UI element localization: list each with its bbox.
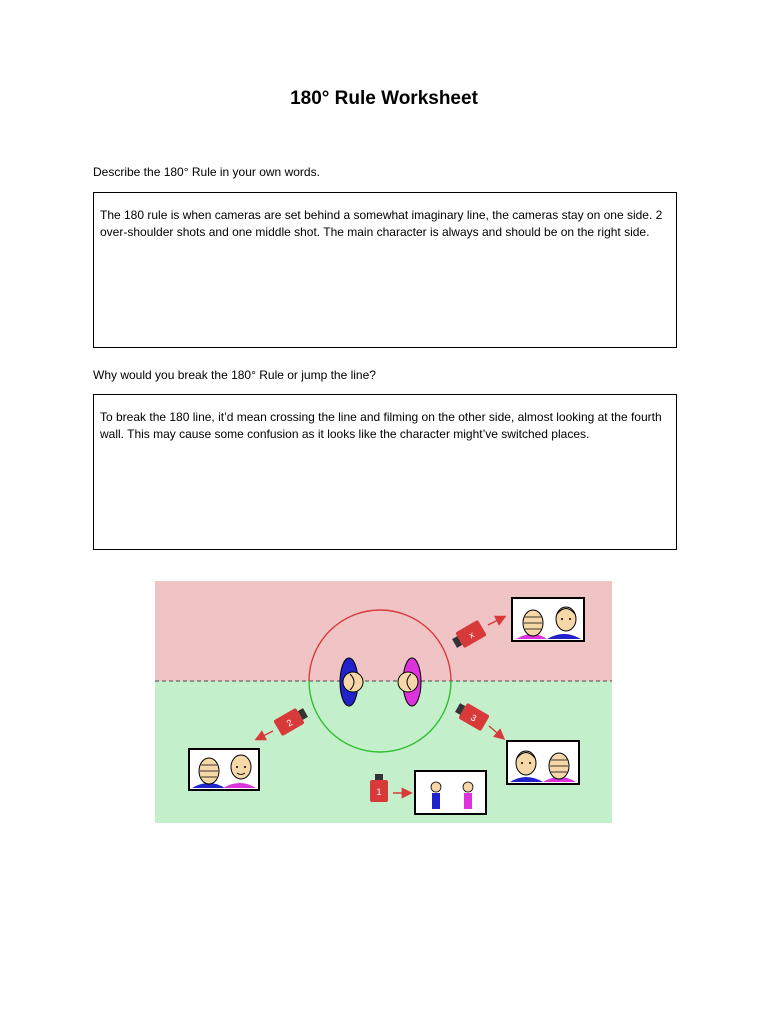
question-1: Describe the 180° Rule in your own words. bbox=[93, 165, 320, 179]
page-title: 180° Rule Worksheet bbox=[290, 88, 478, 109]
frame-3 bbox=[507, 741, 579, 784]
answer-box-2[interactable]: To break the 180 line, it’d mean crossing the line and filming on the other side, almost looking at the fourth wall. This may cause some confusion as it looks like the character might’ve switched places. bbox=[93, 394, 677, 550]
camera-1-label: 1 bbox=[376, 787, 382, 797]
frame-1 bbox=[415, 771, 486, 814]
frame-x bbox=[512, 598, 584, 641]
180-rule-diagram bbox=[155, 581, 612, 823]
camera-3-label: 3 bbox=[468, 712, 479, 724]
question-2: Why would you break the 180° Rule or jump the line? bbox=[93, 368, 376, 382]
camera-x-label: x bbox=[467, 629, 476, 641]
frame-2 bbox=[189, 749, 259, 790]
camera-2-label: 2 bbox=[284, 717, 295, 729]
answer-box-1[interactable]: The 180 rule is when cameras are set behind a somewhat imaginary line, the cameras stay on one side. 2 over-shoulder shots and one middle shot. The main character is always and should be on the right side. bbox=[93, 192, 677, 348]
